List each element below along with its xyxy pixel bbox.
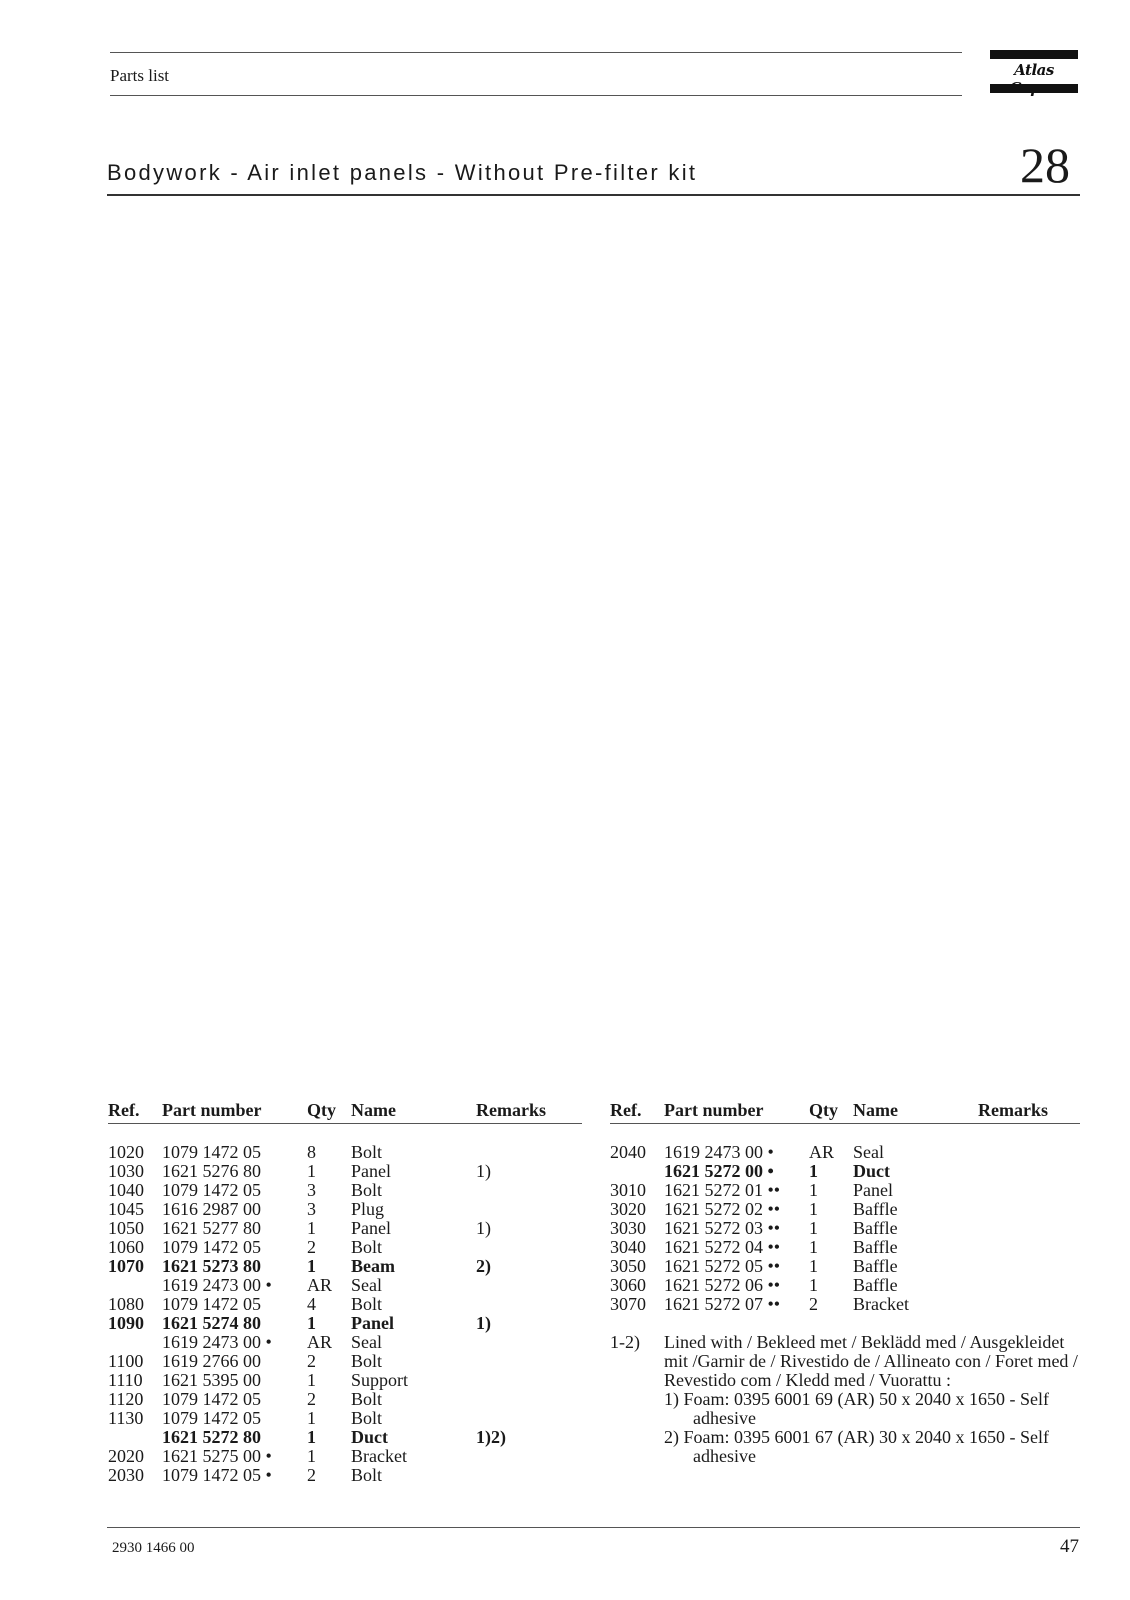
cell-ref: 1090 [108,1313,144,1333]
cell-qty: 2 [307,1389,316,1409]
cell-ref: 1030 [108,1161,144,1181]
cell-part-number: 1619 2473 00 • [664,1142,774,1162]
cell-ref: 1100 [108,1351,144,1371]
table-row [108,1276,582,1295]
cell-part-number: 1621 5273 80 [162,1256,261,1276]
table-row [108,1238,582,1257]
col-ref: Ref. [610,1099,664,1124]
cell-part-number: 1621 5272 07 •• [664,1294,781,1314]
col-name: Name [351,1099,476,1124]
table-row [108,1162,582,1181]
cell-ref [610,1162,664,1181]
section-title-rule [107,194,1080,196]
footer-rule [107,1527,1080,1528]
cell-part-number: 1621 5272 00 • [664,1161,774,1181]
table-spacer-row [108,1124,582,1144]
cell-ref: 3010 [610,1180,646,1200]
cell-part-number: 1621 5275 00 • [162,1446,272,1466]
cell-qty: 2 [307,1237,316,1257]
col-part-number: Part number [162,1099,307,1124]
header-top-rule [110,52,962,53]
cell-remarks [978,1181,1080,1200]
cell-name: Seal [351,1332,382,1352]
cell-ref: 2030 [108,1465,144,1485]
cell-qty: 1 [307,1313,316,1333]
note-item-2: 2) Foam: 0395 6001 67 (AR) 30 x 2040 x 1650 - Self adhesive [664,1427,1049,1466]
table-row [108,1352,582,1371]
cell-qty: 1 [809,1161,818,1181]
cell-part-number: 1621 5272 04 •• [664,1237,781,1257]
header-bottom-rule [110,95,962,96]
table-row [108,1428,582,1447]
cell-remarks [978,1257,1080,1276]
cell-qty: 3 [307,1180,316,1200]
cell-remarks [978,1219,1080,1238]
cell-name: Baffle [853,1237,898,1257]
cell-name: Bolt [351,1237,383,1257]
header-label: Parts list [110,66,170,85]
logo-text: Atlas [1014,61,1054,79]
cell-qty: 1 [307,1370,316,1390]
cell-qty: AR [307,1332,333,1352]
table-header-row [108,1099,582,1124]
cell-qty: 1 [809,1256,818,1276]
page-number: 47 [1060,1536,1079,1557]
atlas-copco-logo [990,50,1078,94]
cell-part-number: 1621 5274 80 [162,1313,261,1333]
cell-qty: AR [307,1275,333,1295]
cell-ref: 1120 [108,1389,144,1409]
cell-qty: 1 [307,1218,316,1238]
col-remarks: Remarks [476,1099,582,1124]
cell-name: Panel [351,1161,391,1181]
table-row [610,1181,1080,1200]
cell-ref: 1040 [108,1180,144,1200]
doc-number: 2930 1466 00 [112,1540,195,1556]
cell-remarks [978,1200,1080,1219]
cell-remarks [476,1181,582,1200]
cell-name: Panel [853,1180,893,1200]
cell-name: Bracket [351,1446,407,1466]
cell-part-number: 1079 1472 05 [162,1237,261,1257]
cell-name: Baffle [853,1218,898,1238]
table-header-row [610,1099,1080,1124]
notes-body [664,1333,1084,1466]
parts-table-left [108,1099,582,1485]
cell-name: Beam [351,1256,395,1276]
table-row [610,1162,1080,1181]
section-number: 28 [1020,137,1070,193]
cell-part-number: 1079 1472 05 [162,1389,261,1409]
cell-ref: 1070 [108,1256,144,1276]
cell-part-number: 1621 5272 02 •• [664,1199,781,1219]
cell-ref: 1130 [108,1408,144,1428]
cell-name: Bolt [351,1142,383,1162]
table-row [610,1276,1080,1295]
notes-intro: Lined with / Bekleed met / Beklädd med / Ausgekleidet mit /Garnir de / Rivestido de / Allineato con / Foret med / Revestido com / Kledd med / Vuorattu : [664,1332,1078,1390]
cell-qty: 1 [809,1237,818,1257]
table-row [610,1219,1080,1238]
cell-name: Panel [351,1218,391,1238]
cell-part-number: 1616 2987 00 [162,1199,261,1219]
cell-ref: 3040 [610,1237,646,1257]
cell-part-number: 1621 5272 05 •• [664,1256,781,1276]
cell-qty: 1 [809,1275,818,1295]
cell-qty: 3 [307,1199,316,1219]
cell-remarks [476,1143,582,1162]
cell-part-number: 1621 5272 03 •• [664,1218,781,1238]
table-row [108,1257,582,1276]
cell-remarks [476,1295,582,1314]
cell-remarks [476,1276,582,1295]
cell-remarks: 1) [476,1218,491,1238]
table-row [108,1314,582,1333]
cell-ref [108,1428,162,1447]
cell-remarks [476,1200,582,1219]
cell-remarks [476,1352,582,1371]
cell-part-number: 1079 1472 05 [162,1180,261,1200]
table-row [610,1143,1080,1162]
cell-name: Plug [351,1199,385,1219]
cell-ref: 2020 [108,1446,144,1466]
table-spacer-row [610,1124,1080,1144]
cell-name: Bolt [351,1389,383,1409]
cell-ref: 1050 [108,1218,144,1238]
cell-name: Bolt [351,1351,383,1371]
table-row [108,1143,582,1162]
cell-remarks [476,1333,582,1352]
cell-name: Panel [351,1313,394,1333]
cell-part-number: 1619 2473 00 • [162,1275,272,1295]
cell-ref: 3020 [610,1199,646,1219]
cell-part-number: 1079 1472 05 [162,1294,261,1314]
cell-qty: 1 [809,1218,818,1238]
table-row [108,1371,582,1390]
section-title: Bodywork - Air inlet panels - Without Pre-filter kit [107,160,698,185]
col-part-number: Part number [664,1099,809,1124]
cell-name: Duct [351,1427,388,1447]
cell-ref: 2040 [610,1142,646,1162]
cell-qty: 2 [307,1465,316,1485]
cell-name: Duct [853,1161,890,1181]
table-row [108,1200,582,1219]
cell-name: Bolt [351,1465,383,1485]
table-row [108,1219,582,1238]
cell-part-number: 1079 1472 05 [162,1408,261,1428]
cell-qty: 4 [307,1294,316,1314]
cell-ref: 3070 [610,1294,646,1314]
cell-ref: 1060 [108,1237,144,1257]
cell-part-number: 1619 2473 00 • [162,1332,272,1352]
cell-ref: 3060 [610,1275,646,1295]
cell-name: Bracket [853,1294,909,1314]
table-row [108,1295,582,1314]
cell-remarks [476,1390,582,1409]
table-row [610,1295,1080,1314]
cell-remarks [978,1295,1080,1314]
cell-ref [108,1333,162,1352]
cell-remarks [978,1143,1080,1162]
cell-name: Bolt [351,1294,383,1314]
cell-part-number: 1079 1472 05 • [162,1465,272,1485]
cell-part-number: 1619 2766 00 [162,1351,261,1371]
cell-ref: 1080 [108,1294,144,1314]
cell-name: Bolt [351,1180,383,1200]
cell-remarks [978,1276,1080,1295]
cell-ref [108,1276,162,1295]
cell-name: Seal [351,1275,382,1295]
table-row [610,1238,1080,1257]
cell-part-number: 1079 1472 05 [162,1142,261,1162]
cell-remarks [978,1162,1080,1181]
cell-remarks: 1) [476,1313,491,1333]
table-row [108,1447,582,1466]
col-qty: Qty [809,1099,853,1124]
cell-qty: 1 [809,1180,818,1200]
cell-qty: 8 [307,1142,316,1162]
table-row [108,1466,582,1485]
cell-remarks [476,1371,582,1390]
note-item-1: 1) Foam: 0395 6001 69 (AR) 50 x 2040 x 1650 - Self adhesive [664,1389,1049,1428]
table-row [108,1181,582,1200]
parts-table-right [610,1099,1080,1314]
cell-qty: AR [809,1142,835,1162]
table-row [108,1333,582,1352]
cell-qty: 1 [307,1408,316,1428]
cell-part-number: 1621 5272 01 •• [664,1180,781,1200]
cell-remarks [476,1238,582,1257]
cell-part-number: 1621 5272 06 •• [664,1275,781,1295]
cell-remarks: 1) [476,1161,491,1181]
cell-name: Baffle [853,1199,898,1219]
cell-remarks [978,1238,1080,1257]
col-name: Name [853,1099,978,1124]
cell-remarks [476,1447,582,1466]
col-remarks: Remarks [978,1099,1080,1124]
cell-qty: 1 [809,1199,818,1219]
cell-ref: 1045 [108,1199,144,1219]
notes-ref: 1-2) [610,1332,640,1352]
table-row [108,1409,582,1428]
cell-ref: 1110 [108,1370,143,1390]
cell-remarks: 1)2) [476,1427,506,1447]
cell-name: Bolt [351,1408,383,1428]
cell-qty: 1 [307,1256,316,1276]
cell-qty: 1 [307,1446,316,1466]
cell-remarks [476,1409,582,1428]
cell-name: Baffle [853,1256,898,1276]
cell-ref: 1020 [108,1142,144,1162]
cell-part-number: 1621 5276 80 [162,1161,261,1181]
cell-part-number: 1621 5272 80 [162,1427,261,1447]
cell-remarks: 2) [476,1256,491,1276]
table-row [610,1200,1080,1219]
cell-part-number: 1621 5277 80 [162,1218,261,1238]
col-ref: Ref. [108,1099,162,1124]
cell-name: Seal [853,1142,884,1162]
cell-ref: 3030 [610,1218,646,1238]
cell-qty: 1 [307,1161,316,1181]
cell-qty: 1 [307,1427,316,1447]
cell-remarks [476,1466,582,1485]
cell-name: Baffle [853,1275,898,1295]
cell-qty: 2 [809,1294,818,1314]
table-row [610,1257,1080,1276]
cell-name: Support [351,1370,409,1390]
col-qty: Qty [307,1099,351,1124]
table-row [108,1390,582,1409]
cell-qty: 2 [307,1351,316,1371]
cell-part-number: 1621 5395 00 [162,1370,261,1390]
cell-ref: 3050 [610,1256,646,1276]
